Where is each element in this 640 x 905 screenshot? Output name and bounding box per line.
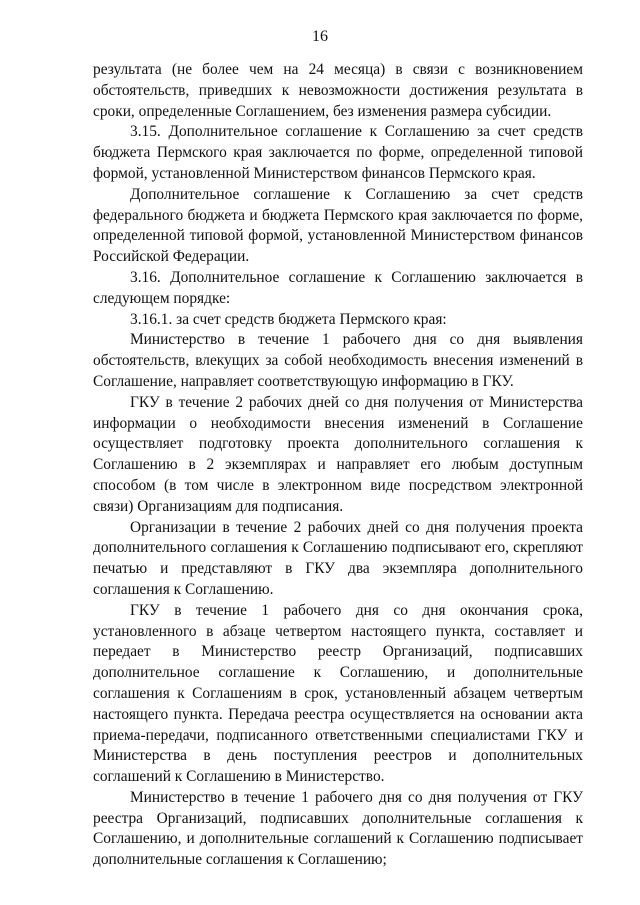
paragraph-3-16-1: 3.16.1. за счет средств бюджета Пермского края: <box>130 310 447 328</box>
paragraph-organizations-signing: Организации в течение 2 рабочих дней со дня получения проекта дополнительного соглашения к Соглашению подписывают его, скрепляют печатью и представляют в ГКУ два экземпляра дополнительного соглашения к Соглашению. <box>93 518 583 598</box>
paragraph-federal-budget: Дополнительное соглашение к Соглашению за счет средств федерального бюджета и бюджета Пермского края заключается по форме, определенной типовой формой, установленной Министерством финансов Российской Федерации. <box>93 185 583 266</box>
paragraph-ministry-notice: Министерство в течение 1 рабочего дня со дня выявления обстоятельств, влекущих за собой необходимость внесения изменений в Соглашение, направляет соответствующую информацию в ГКУ. <box>93 331 583 390</box>
paragraph-3-15: 3.15. Дополнительное соглашение к Соглашению за счет средств бюджета Пермского края заключается по форме, определенной типовой формой, установленной Министерством финансов Пермского края. <box>93 123 583 182</box>
document-body <box>93 60 583 871</box>
page-number: 16 <box>312 28 328 45</box>
paragraph-gku-registry: ГКУ в течение 1 рабочего дня со дня окончания срока, установленного в абзаце четвертом настоящего пункта, составляет и передает в Министерство реестр Организаций, подписавших дополнительное соглашение к Соглашению, и дополнительные соглашения к Соглашениям в срок, установленный абзацем четвертым настоящего пункта. Передача реестра осуществляется на основании акта приема-передачи, подписанного ответственными специалистами ГКУ и Министерства в день поступления реестров и дополнительных соглашений к Соглашению в Министерство. <box>93 601 583 786</box>
paragraph-3-16: 3.16. Дополнительное соглашение к Соглашению заключается в следующем порядке: <box>93 268 583 307</box>
paragraph-ministry-signing: Министерство в течение 1 рабочего дня со дня получения от ГКУ реестра Организаций, подписавших дополнительные соглашения к Соглашению, и дополнительные соглашений к Соглашению подписывает дополнительные соглашения к Соглашению; <box>93 788 583 869</box>
paragraph-continuation: результата (не более чем на 24 месяца) в связи с возникновением обстоятельств, приведших к невозможности достижения результата в сроки, определенные Соглашением, без изменения размера субсидии. <box>93 61 583 120</box>
paragraph-gku-preparation: ГКУ в течение 2 рабочих дней со дня получения от Министерства информации о необходимости внесения изменений в Соглашение осуществляет подготовку проекта дополнительного соглашения к Соглашению в 2 экземплярах и направляет его любым доступным способом (в том числе в электронном виде посредством электронной связи) Организациям для подписания. <box>93 393 583 515</box>
